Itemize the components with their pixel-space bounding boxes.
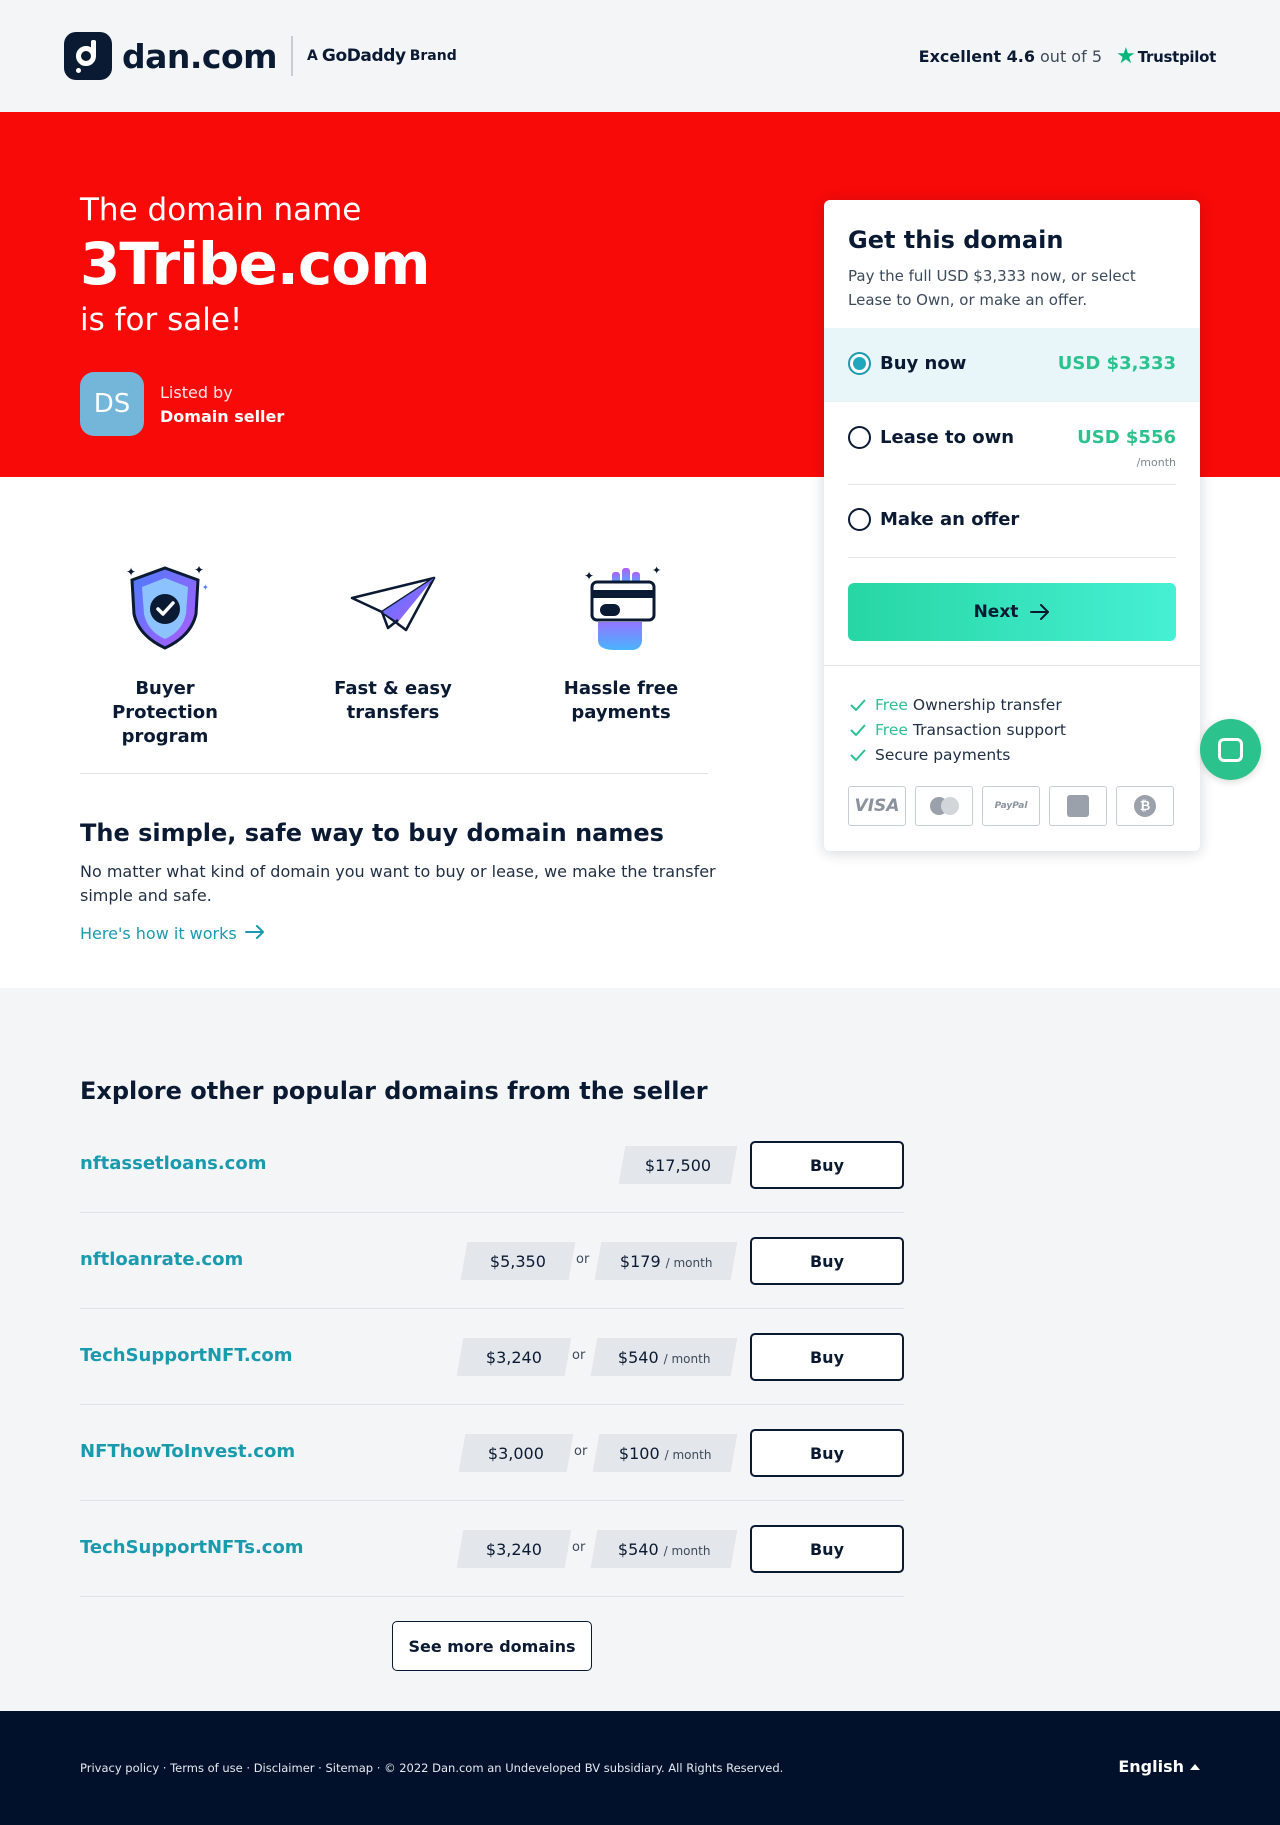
radio-lease-to-own[interactable] — [848, 426, 871, 449]
alipay-icon — [1049, 786, 1107, 826]
divider — [80, 773, 708, 774]
perk-text: Transaction support — [912, 720, 1067, 739]
chat-icon — [1218, 738, 1243, 762]
lease-pill — [595, 1242, 738, 1280]
lease-price: $179 — [619, 1251, 661, 1271]
lease-pill — [591, 1338, 738, 1376]
card-subtitle: Pay the full USD $3,333 now, or select Lease to Own, or make an offer. — [848, 267, 1136, 309]
or-label: or — [576, 1252, 590, 1267]
domain-link[interactable]: nftassetloans.com — [80, 1153, 267, 1174]
buy-button[interactable]: Buy — [750, 1237, 904, 1285]
arrow-right-icon — [245, 924, 265, 943]
price-pill: $3,240 — [457, 1338, 572, 1376]
mastercard-icon — [915, 786, 973, 826]
next-label: Next — [973, 602, 1019, 622]
how-it-works-label: Here's how it works — [80, 924, 237, 943]
arrow-right-icon — [1030, 604, 1050, 620]
buy-button[interactable]: Buy — [750, 1141, 904, 1189]
option-label: Make an offer — [880, 509, 1020, 530]
buy-button[interactable]: Buy — [750, 1333, 904, 1381]
svg-text:✦: ✦ — [194, 563, 205, 577]
svg-text:✦: ✦ — [584, 569, 595, 583]
option-divider — [848, 557, 1176, 558]
domain-row — [80, 1501, 904, 1597]
site-footer — [0, 1711, 1280, 1825]
perk-item — [850, 742, 1066, 767]
how-it-works-link[interactable] — [80, 924, 265, 943]
perk-item — [850, 717, 1066, 742]
price-pill: $3,240 — [457, 1530, 572, 1568]
svg-text:✦: ✦ — [652, 564, 662, 577]
option-label: Buy now — [880, 353, 967, 374]
or-label: or — [574, 1444, 588, 1459]
explore-section — [0, 988, 1280, 1711]
domain-name: 3Tribe.com — [80, 230, 430, 298]
paper-plane-icon — [348, 560, 438, 655]
rating-scale: out of 5 — [1040, 47, 1102, 66]
purchase-card — [824, 200, 1200, 851]
dan-logo-icon — [64, 32, 112, 80]
or-label: or — [572, 1540, 586, 1555]
check-icon — [850, 724, 866, 736]
card-title: Get this domain — [848, 226, 1064, 254]
radio-buy-now[interactable] — [848, 352, 871, 375]
option-label: Lease to own — [880, 427, 1015, 448]
domain-row — [80, 1117, 904, 1213]
feature-list — [80, 560, 708, 747]
feature-label: Fast & easy transfers — [334, 678, 452, 723]
option-price: USD $3,333 — [1057, 353, 1176, 374]
perk-free: Free — [875, 720, 908, 739]
see-more-domains-button[interactable]: See more domains — [392, 1621, 592, 1671]
per-month-label: /month — [1136, 456, 1176, 469]
lease-price: $100 — [618, 1443, 660, 1463]
site-header — [0, 0, 1280, 112]
domain-link[interactable]: nftloanrate.com — [80, 1249, 244, 1270]
sale-status: is for sale! — [80, 302, 243, 338]
price-pill: $17,500 — [619, 1146, 738, 1184]
lease-price: $540 — [617, 1539, 659, 1559]
option-lease-to-own[interactable] — [824, 402, 1200, 484]
payment-methods — [848, 786, 1183, 826]
explore-title: Explore other popular domains from the seller — [80, 1077, 708, 1105]
listed-by-label: Listed by — [160, 382, 233, 402]
seller-name: Domain seller — [160, 406, 285, 426]
trustpilot-rating[interactable] — [918, 43, 1216, 69]
option-price: USD $556 — [1077, 427, 1176, 448]
perk-list — [850, 692, 1066, 767]
perk-item — [850, 692, 1066, 717]
seller-avatar: DS — [80, 372, 144, 436]
feature-label: Buyer Protection program — [112, 678, 218, 747]
info-title: The simple, safe way to buy domain names — [80, 819, 664, 847]
per-month: / month — [663, 1543, 711, 1558]
feature-fast-transfers — [308, 560, 478, 725]
trustpilot-logo: Trustpilot — [1137, 47, 1216, 66]
bitcoin-icon: ₿ — [1116, 786, 1174, 826]
option-make-offer[interactable] — [824, 485, 1200, 557]
domain-row — [80, 1309, 904, 1405]
perk-free: Free — [875, 695, 908, 714]
lease-pill — [591, 1530, 738, 1568]
footer-links[interactable]: Privacy policy · Terms of use · Disclaimer · Sitemap · © 2022 Dan.com an Undeveloped BV subsidiary. All Rights Reserved. — [80, 1761, 784, 1775]
visa-icon: VISA — [848, 786, 906, 826]
card-hand-icon — [576, 560, 666, 655]
domain-row — [80, 1405, 904, 1501]
feature-hassle-free — [536, 560, 706, 725]
next-button[interactable] — [848, 583, 1176, 641]
perk-text: Ownership transfer — [912, 695, 1062, 714]
rating-score: Excellent 4.6 — [918, 47, 1036, 66]
per-month: / month — [665, 1255, 713, 1270]
hero-kicker: The domain name — [80, 192, 362, 228]
domain-link[interactable]: NFThowToInvest.com — [80, 1441, 296, 1462]
svg-text:✦: ✦ — [202, 583, 209, 592]
or-label: or — [572, 1348, 586, 1363]
feature-buyer-protection — [80, 560, 250, 749]
info-body: No matter what kind of domain you want to buy or lease, we make the transfer simple and safe. — [80, 862, 716, 905]
buy-button[interactable]: Buy — [750, 1429, 904, 1477]
logo-divider — [291, 36, 293, 76]
domain-row — [80, 1213, 904, 1309]
language-label: English — [1118, 1757, 1184, 1776]
godaddy-logo: GoDaddy — [321, 46, 406, 66]
check-icon — [850, 749, 866, 761]
logo-text: dan.com — [122, 36, 278, 76]
buy-button[interactable]: Buy — [750, 1525, 904, 1573]
price-pill: $3,000 — [459, 1434, 574, 1472]
brand-suffix: Brand — [409, 48, 457, 64]
check-icon — [850, 699, 866, 711]
option-buy-now[interactable] — [824, 328, 1200, 402]
per-month: / month — [663, 1351, 711, 1366]
paypal-icon: PayPal — [982, 786, 1040, 826]
trustpilot-star-icon: ★ — [1116, 43, 1136, 69]
price-pill: $5,350 — [461, 1242, 576, 1280]
seller-info — [80, 372, 284, 436]
feature-label: Hassle free payments — [563, 678, 679, 723]
caret-up-icon — [1190, 1764, 1200, 1770]
brand-prefix: A — [307, 48, 318, 64]
logo[interactable] — [64, 32, 457, 80]
chat-button[interactable] — [1200, 719, 1261, 780]
domain-link[interactable]: TechSupportNFTs.com — [80, 1537, 304, 1558]
perk-text: Secure payments — [875, 745, 1011, 764]
svg-text:✦: ✦ — [126, 565, 137, 579]
domain-link[interactable]: TechSupportNFT.com — [80, 1345, 293, 1366]
lease-price: $540 — [617, 1347, 659, 1367]
per-month: / month — [664, 1447, 712, 1462]
shield-check-icon — [120, 560, 210, 655]
card-divider — [824, 665, 1200, 666]
radio-make-offer[interactable] — [848, 508, 871, 531]
lease-pill — [593, 1434, 738, 1472]
language-selector[interactable] — [1118, 1757, 1200, 1776]
